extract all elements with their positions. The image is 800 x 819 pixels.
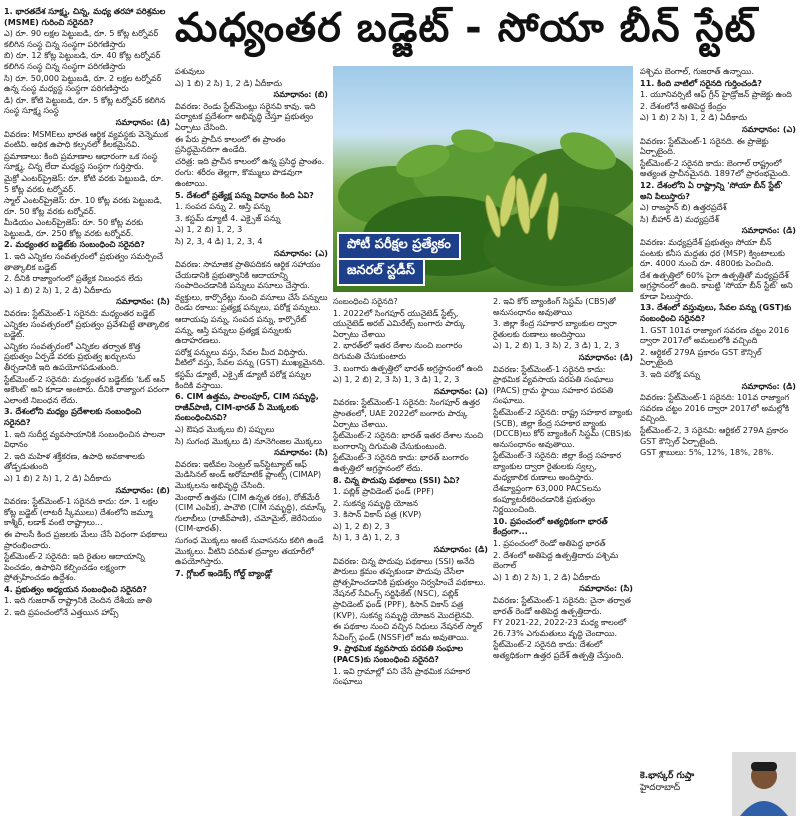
- question-text: 2. మధ్యంతర బడ్జెట్‌కు సంబంధించి సరైనది?: [4, 239, 145, 250]
- answer-text: సమాధానం: (ఎ): [741, 123, 796, 134]
- paragraph-text: ఎ) 1, 2 బి) 1, 2, 3: [175, 224, 243, 235]
- paragraph-text: 1. GST 101వ రాజ్యాంగ సవరణ చట్టం 2016 ద్వారా 2017లో అమలులోకి వచ్చింది: [640, 324, 790, 346]
- author-place: హైదరాబాద్: [640, 783, 681, 793]
- column-2b: [333, 296, 488, 816]
- answer-text: సమాధానం: (డి): [741, 380, 796, 391]
- paragraph-text: వ్యక్తులు, కార్పొరేట్లు నుంచి వసూలు చేసే పన్నులు రెండు రకాలు: ప్రత్యక్ష పన్నులు, పరోక్ష పన్నులు.: [175, 291, 328, 313]
- question-text: 12. దేశంలోని ఏ రాష్ట్రాన్ని 'సోయా బీన్ స్టేట్' అని పిలుస్తారు?: [640, 179, 783, 201]
- paragraph-text: స్టేట్‌మెంట్-3 సరైనది: జిల్లా కేంద్ర సహకార బ్యాంకుల ద్వారా రైతులకు స్వల్ప, మధ్యకాలిక రుణాలు అందిస్తారు.: [493, 450, 622, 482]
- answer-text: సమాధానం: (సి): [579, 583, 633, 594]
- avatar: [732, 752, 796, 816]
- paragraph-text: 2. ఇది ప్రపంచంలోనే ఎత్తయిన హాప్స్: [4, 607, 119, 618]
- answer-text: సమాధానం: (డి): [578, 351, 633, 362]
- paragraph-text: పరోక్ష పన్నులు వస్తు, సేవల మీద విధిస్తారు. వీటిలో వస్తు, సేవల పన్ను (GST) ముఖ్యమైనది.: [175, 346, 326, 368]
- paragraph-text: మెంథాల్ ఉత్తమ (CIM ఉన్నత రకం), రోజ్‌మేరీ (CIM ఎంపిక), పాచౌలి (CIM సమృద్ధి), దమాస్క్ గులాబీలు (రాజీవ్‌పాణి), చమోమైల్, జెరేనియం (CIM-భారత్).: [175, 491, 327, 534]
- paragraph-text: ఎ) 1 బి) 2 సి) 1, 2 డి) ఏదీకాదు: [493, 571, 601, 582]
- paragraph-text: సి) 2, 3, 4 డి) 1, 2, 3, 4: [175, 235, 263, 246]
- answer-text: సమాధానం: (డి): [115, 116, 170, 127]
- paragraph-text: వివరణ: స్టేట్‌మెంట్-1 సరైనది కాదు: ప్రాథమిక వ్యవసాయ పరపతి సంఘాలు (PACS) గ్రామ స్థాయి సహకార పరపతి సంఘాలు.: [493, 363, 614, 406]
- paragraph-text: డి) రూ. కోటి పెట్టుబడి, రూ. 5 కోట్ల టర్నోవర్ కలిగిన సంస్థ సూక్ష్మ సంస్థ: [4, 94, 166, 116]
- paragraph-text: ఆదాయపు పన్ను, సంపద పన్ను, కార్పొరేట్ పన్ను, ఆస్తి పన్నులు ప్రత్యక్ష పన్నులకు ఉదాహరణలు.: [175, 314, 307, 346]
- paragraph-text: 2. దేశంలో అతిపెద్ద ఉత్పత్తిదారు పశ్చిమ బెంగాల్: [493, 549, 619, 571]
- paragraph-text: స్టేట్‌మెంట్-2 సరైనది: ఇది రైతుల ఆదాయాన్ని పెంచడం, ఉపాధిని కల్పించడం లక్ష్యంగా ప్రోత్సహించడం ఉద్దేశం.: [4, 551, 145, 583]
- question-text: 1. భారతదేశ సూక్ష్మ, చిన్న, మధ్య తరహా పరిశ్రమల (MSME) గురించి సరైనది?: [4, 6, 166, 27]
- paragraph-text: 2. దేశంలోనే అతిపెద్ద కేంద్రం: [640, 100, 727, 111]
- paragraph-text: 1. సంపద పన్ను 2. ఆస్తి పన్ను: [175, 201, 271, 212]
- paragraph-text: స్మాల్ ఎంటర్‌ప్రైజెస్: రూ. 10 కోట్ల వరకు పెట్టుబడి, రూ. 50 కోట్ల వరకు టర్నోవర్.: [4, 195, 163, 216]
- paragraph-text: 3. కస్టమ్ డ్యూటీ 4. ఎక్సైజ్ పన్ను: [175, 212, 281, 223]
- paragraph-text: ఎ) 1, 2 బి) 2, 3 సి) 1, 3 డి) 1, 2, 3: [333, 374, 460, 385]
- paragraph-text: వివరణ: MSMEలు భారత ఆర్థిక వ్యవస్థకు వెన్నెముక వంటివి. అధిక ఉపాధి కల్పనలో కీలకమైనవి.: [4, 128, 169, 150]
- paragraph-text: ఎ) రాజస్థాన్ బి) ఉత్తరప్రదేశ్: [640, 202, 727, 213]
- answer-text: సమాధానం: (ఎ): [273, 247, 328, 258]
- paragraph-text: మీడియం ఎంటర్‌ప్రైజెస్: రూ. 50 కోట్ల వరకు పెట్టుబడి, రూ. 250 కోట్ల వరకు టర్నోవర్.: [4, 217, 144, 238]
- paragraph-text: ఎ) రూ. 90 లక్షల పెట్టుబడి, రూ. 5 కోట్ల టర్నోవర్ కలిగిన సంస్థ చిన్న సంస్థగా పరిగణిస్తారు: [4, 28, 159, 49]
- paragraph-text: వివరణ: మధ్యప్రదేశ్ ప్రభుత్వం సోయా బీన్ పంటకు కనీస మద్దతు ధర (MSP) క్వింటాలుకు రూ. 4000 నుంచి రూ. 4800కు పెంచింది.: [640, 236, 785, 269]
- question-text: 3. దేశంలోని మధ్యం ప్రదేశాలకు సంబంధించి సరైనది?: [4, 406, 142, 427]
- question-text: 4. ప్రభుత్వం అధ్యయన సంబంధించి సరైనది?: [4, 583, 147, 594]
- paragraph-text: 3. జిల్లా కేంద్ర సహకార బ్యాంకుల ద్వారా రైతులకు రుణాలు అందిస్తాయి: [493, 318, 617, 339]
- answer-text: సమాధానం: (సి): [274, 447, 328, 458]
- paragraph-text: ఎ) ఔషధ మొక్కలు బి) పప్పులు: [175, 424, 275, 434]
- paragraph-text: 3. కిసాన్ వికాస్ పత్ర (KVP): [333, 509, 422, 520]
- paragraph-text: సంబంధించి సరైనది?: [333, 296, 398, 306]
- paragraph-text: స్టేట్‌మెంట్-2 సరైనది: రాష్ట్ర సహకార బ్యాంకు (SCB), జిల్లా కేంద్ర సహకార బ్యాంకు (DCCB)లు కోర్ బ్యాంకింగ్ సిస్టమ్ (CBS)కు అనుసంధానం అవుతాయి.: [493, 406, 633, 449]
- paragraph-text: వివరణ: స్టేట్‌మెంట్-1 సరైనది కాదు: రూ. 1 లక్షల కోట్ల బడ్జెట్ (లాటరీ స్కీములు) దేశంలోని జమ్మూ కాశ్మీర్, లడాక్ వంటి రాష్ట్రాలు...: [4, 496, 158, 528]
- paragraph-text: వివరణ: స్టేట్‌మెంట్-1 సరైనది: మధ్యంతర బడ్జెట్ ఎన్నికల సంవత్సరంలో ప్రభుత్వం ప్రవేశపెట్టే తాత్కాలిక బడ్జెట్.: [4, 308, 170, 340]
- paragraph-text: FY 2021-22, 2022-23 మధ్య కాలంలో 26.73% ఎగుమతులు వృద్ధి చెందాయి.: [493, 617, 627, 638]
- paragraph-text: ఎ) 1 బి) 2 సి) 1, 2 డి) ఏదీకాదు: [4, 284, 112, 295]
- question-text: 5. దేశంలో ప్రత్యేక్ష పన్ను విధానం కింది ఏవి?: [175, 189, 314, 200]
- paragraph-text: వివరణ: రెండు స్టేట్‌మెంట్లు సరైనవి కావు. ఇది పర్యాటక ప్రదేశంగా అభివృద్ధి చేస్తూ ప్రభుత్వం ఏర్పాటు చేసింది.: [175, 100, 316, 132]
- paragraph-text: 2. దీనికి రాజ్యాంగంలో ప్రత్యేక నిబంధన లేదు: [4, 273, 143, 284]
- paragraph-text: వివరణ: స్టేట్‌మెంట్-1 సరైనది: సింగపూర్ ఉత్తర ప్రాంతంలో, UAE 2022లో బంగారు పార్కు ఏర్పాటు చేశాయి.: [333, 397, 480, 429]
- paragraph-text: ఎన్నికల సంవత్సరంలో ఎన్నికల తర్వాత కొత్త ప్రభుత్వం ఏర్పడే వరకు ప్రభుత్వ ఖర్చులను తీర్చడానికి ఇది ఉపయోగపడుతుంది.: [4, 340, 141, 372]
- paragraph-text: దేశవ్యాప్తంగా 63,000 PACSలను కంప్యూటరీకరించడానికి ప్రభుత్వం నిర్ణయించింది.: [493, 483, 601, 515]
- paragraph-text: ఎ) 1, 2 బి) 2, 3: [333, 520, 390, 531]
- author-credit: [640, 770, 730, 794]
- question-text: 9. ప్రాథమిక వ్యవసాయ పరపతి సంఘాల (PACS)కు సంబంధించి సరైనది?: [333, 643, 464, 664]
- paragraph-text: 2. భారత్‌లో ఇతర దేశాల నుంచి బంగారం దిగుమతి చేసుకుంటారు: [333, 340, 463, 361]
- competitive-exam-special-tag: పోటీ పరీక్షల ప్రత్యేకం: [337, 232, 461, 260]
- paragraph-text: రంగు: శరీరం తెల్లగా, కొమ్ములు పొడవుగా ఉంటాయి.: [175, 167, 303, 188]
- author-name: కె.భాస్కర్ గుప్తా: [640, 771, 695, 781]
- page-title: మధ్యంతర బడ్జెట్ - సోయా బీన్ స్టేట్: [175, 5, 757, 51]
- question-text: 10. ప్రపంచంలో అత్యధికంగా భారత్ కేంద్రంగా...: [493, 515, 608, 537]
- question-text: 6. CIM ఉత్తమ, పాలంపూర్, CIM సమృద్ధి, రాజీవ్‌పాణి, CIM-భారత్ వీ మొక్కలకు సంబంధించినవి?: [175, 391, 319, 423]
- paragraph-text: వివరణ: సామాజిక ప్రాతిపదికన ఆర్థిక సహాయం చేయడానికి ప్రభుత్వానికి ఆదాయాన్ని సంపాదించడానికి పన్నులు వసూలు చేస్తారు.: [175, 259, 321, 291]
- answer-text: సమాధానం: (ఎ): [433, 385, 488, 396]
- paragraph-text: ఈ పాలసీ కింద ప్రజలకు మేలు చేసే విధంగా పథకాలు ప్రారంభించారు.: [4, 528, 168, 550]
- paragraph-text: స్టేట్‌మెంట్-2 సరైనది: భారత్ ఇతర దేశాల నుంచి బంగారాన్ని దిగుమతి చేసుకుంటుంది.: [333, 430, 484, 451]
- paragraph-text: 1. పబ్లిక్ ప్రావిడెంట్ ఫండ్ (PPF): [333, 486, 434, 497]
- question-text: 13. దేశంలో వస్తువులు, సేవల పన్ను (GST)కు సంబంధించి సరైనది?: [640, 302, 792, 324]
- paragraph-text: పశ్చిమ బెంగాల్, గుజరాత్ ఉన్నాయి.: [640, 66, 754, 76]
- paragraph-text: ఈ పథకాల నుంచి వచ్చిన నిధులు నేషనల్ స్మాల్ సేవింగ్స్ ఫండ్ (NSSF)లో జమ అవుతాయి.: [333, 621, 483, 642]
- general-studies-tag: జనరల్ స్టడీస్: [337, 258, 425, 286]
- paragraph-text: ప్రమాణాలు: కింది ప్రమాణాల ఆధారంగా ఒక సంస్థ సూక్ష్మ, చిన్న లేదా మధ్యస్థ సంస్థగా గుర్తిస్తారు.: [4, 150, 158, 172]
- paragraph-text: 1. 2022లో సింగపూర్ యునైటెడ్ స్టేట్స్, యునైటెడ్ అరబ్ ఎమిరేట్స్ బంగారు పార్కు ఏర్పాటు చేశాయి: [333, 307, 466, 339]
- paragraph-text: 1. ప్రపంచంలో రెండో అతిపెద్ద భారత్: [493, 538, 606, 549]
- paragraph-text: 2. ఆర్టికల్ 279A ప్రకారం GST కౌన్సిల్ ఏర్పాటైంది: [640, 346, 762, 368]
- paragraph-text: వివరణ: స్టేట్‌మెంట్-1 సరైనది: చైనా తర్వాత భారత్ రెండో అతిపెద్ద ఉత్పత్తిదారు.: [493, 595, 631, 616]
- paragraph-text: 2. ఇవి కోర్ బ్యాంకింగ్ సిస్టమ్ (CBS)తో అనుసంధానం అవుతాయి: [493, 296, 616, 317]
- column-4: [640, 66, 796, 746]
- paragraph-text: 2. సుకన్య సమృద్ధి యోజన: [333, 497, 418, 508]
- paragraph-text: చరిత్ర: ఇది ప్రాచీన కాలంలో ఉన్న ప్రసిద్ధ ప్రాంతం.: [175, 155, 325, 166]
- paragraph-text: స్టేట్‌మెంట్-2 సరైనది కాదు: బెంగాల్ రాష్ట్రంలో అత్యంత ప్రాచీనమైనది. 1897లో ప్రారంభమైంది.: [640, 157, 791, 179]
- answer-text: సమాధానం: (డి): [741, 225, 796, 236]
- paragraph-text: స్టేట్‌మెంట్-2 సరైనది: మధ్యంతర బడ్జెట్‌కు 'ఓట్ ఆన్ అకౌంట్' అని కూడా అంటారు. దీనికి రాజ్యాంగ పరంగా ఎలాంటి నిబంధన లేదు.: [4, 373, 170, 405]
- paragraph-text: బి) రూ. 12 కోట్ల పెట్టుబడి, రూ. 40 కోట్ల టర్నోవర్ కలిగిన సంస్థ చిన్న సంస్థగా పరిగణిస్తారు: [4, 50, 161, 71]
- paragraph-text: 1. ఇది సుదీర్ఘ వ్యవసాయానికి సంబంధించిన పాలనా విధానం: [4, 428, 166, 450]
- paragraph-text: 2. ఇది మహిళ శక్తీకరణ, ఉపాధి అవకాశాలకు తోడ్పడుతుంది: [4, 450, 145, 472]
- paragraph-text: GST శ్లాబులు: 5%, 12%, 18%, 28%.: [640, 447, 774, 458]
- paragraph-text: సి) 1, 3 డి) 1, 2, 3: [333, 532, 400, 543]
- question-text: 8. చిన్న పొదుపు పథకాలు (SSI) ఏవి?: [333, 474, 460, 485]
- paragraph-text: మైక్రో ఎంటర్‌ప్రైజెస్: రూ. కోటి వరకు పెట్టుబడి, రూ. 5 కోట్ల వరకు టర్నోవర్.: [4, 172, 164, 194]
- paragraph-text: వివరణ: స్టేట్‌మెంట్-1 సరైనది. ఈ ప్రాజెక్టు ఏర్పాటైంది.: [640, 135, 769, 157]
- paragraph-text: ఎ) 1 బి) 2 సి) 1, 2 డి) ఏదీకాదు: [4, 472, 112, 483]
- paragraph-text: దేశ ఉత్పత్తిలో 60% పైగా ఉత్పత్తితో మధ్యప్రదేశ్ అగ్రస్థానంలో ఉంది. కాబట్టి 'సోయా బీన్ స్టేట్' అని కూడా పిలుస్తారు.: [640, 269, 793, 301]
- paragraph-text: ఎ) 1, 2 బి) 1, 3 సి) 2, 3 డి) 1, 2, 3: [493, 340, 620, 351]
- paragraph-text: వివరణ: స్టేట్‌మెంట్-1 సరైనది: 101వ రాజ్యాంగ సవరణ చట్టం 2016 ద్వారా 2017లో అమల్లోకి వచ్చింది.: [640, 392, 790, 424]
- paragraph-text: 1. ఇవి గ్రామాల్లో పని చేసే ప్రాథమిక సహకార సంఘాలు: [333, 665, 471, 687]
- column-2a: [175, 66, 328, 816]
- question-text: 11. కింది వాటిలో సరైనది గుర్తించండి?: [640, 77, 762, 88]
- paragraph-text: ఎ) 1 బి) 2 సి) 1, 2 డి) ఏదీకాదు: [640, 112, 748, 123]
- paragraph-text: 1. ఇది ఎన్నికల సంవత్సరంలో ప్రభుత్వం సమర్పించే తాత్కాలిక బడ్జెట్: [4, 251, 163, 272]
- paragraph-text: సి) రూ. 50,000 పెట్టుబడి, రూ. 2 లక్షల టర్నోవర్ ఉన్న సంస్థ మధ్యస్థ సంస్థగా పరిగణిస్తారు: [4, 72, 162, 94]
- paragraph-text: స్టేట్‌మెంట్-2 సరైనది కాదు: దేశంలో అత్యధికంగా ఉత్తర ప్రదేశ్ ఉత్పత్తి చేస్తుంది.: [493, 639, 624, 660]
- paragraph-text: 1. యూనివర్సిటీ ఆఫ్ గ్రీన్ హైడ్రోజన్ ప్రాజెక్టు ఉంది: [640, 89, 792, 100]
- column-1: [4, 6, 170, 816]
- paragraph-text: వివరణ: చిన్న పొదుపు పథకాలు (SSI) అనేది పౌరులు క్రమం తప్పకుండా పొదుపు చేసేలా ప్రోత్సహించడానికి ప్రభుత్వం నిర్వహించే పథకాలు.: [333, 555, 486, 587]
- paragraph-text: 3. ఇది పరోక్ష పన్ను: [640, 369, 700, 380]
- paragraph-text: స్టేట్‌మెంట్-2, 3 సరైనవి: ఆర్టికల్ 279A ప్రకారం GST కౌన్సిల్ ఏర్పాటైంది.: [640, 425, 789, 446]
- answer-text: సమాధానం: (డి): [433, 544, 488, 555]
- paragraph-text: నేషనల్ సేవింగ్స్ సర్టిఫికేట్ (NSC), పబ్లిక్ ప్రావిడెంట్ ఫండ్ (PPF), కిసాన్ వికాస్ పత్ర (KVP), సుకన్య సమృద్ధి యోజన మొదలైనవి.: [333, 588, 475, 620]
- paragraph-text: 3. బంగారు ఉత్పత్తిలో భారత్ అగ్రస్థానంలో ఉంది: [333, 362, 483, 373]
- paragraph-text: ఎ) 1 బి) 2 సి) 1, 2 డి) ఏదీకాదు: [175, 77, 283, 88]
- paragraph-text: కస్టమ్ డ్యూటీ, ఎక్సైజ్ డ్యూటీ పరోక్ష పన్నుల కిందికి వస్తాయి.: [175, 369, 312, 390]
- paragraph-text: 1. ఇది గుజరాత్ రాష్ట్రానికి చెందిన దేశీయ జాతి: [4, 595, 152, 606]
- answer-text: సమాధానం: (బి): [273, 89, 328, 100]
- paragraph-text: సి) బీహార్ డి) మధ్యప్రదేశ్: [640, 213, 719, 224]
- question-text: 7. గ్లోబల్ ఇండెక్స్ గోల్డ్ బ్యాండ్లో: [175, 567, 273, 578]
- paragraph-text: సుగంధ మొక్కలు అంటే సువాసనను కలిగి ఉండే మొక్కలు. వీటిని పరిమళ ద్రవ్యాల తయారీలో ఉపయోగిస్తారు.: [175, 534, 324, 567]
- paragraph-text: వివరణ: ఇటీవల సెంట్రల్ ఇన్‌స్టిట్యూట్ ఆఫ్ మెడిసినల్ అండ్ అరోమాటిక్ ప్లాంట్స్ (CIMAP) మొక్కలను అభివృద్ధి చేసింది.: [175, 458, 322, 490]
- answer-text: సమాధానం: (బి): [115, 484, 170, 495]
- author-photo-icon: [732, 752, 796, 816]
- answer-text: సమాధానం: (సి): [116, 296, 170, 307]
- column-3: [493, 296, 633, 816]
- paragraph-text: సి) సుగంధ మొక్కలు డి) నూనెగింజల మొక్కలు: [175, 435, 322, 446]
- paragraph-text: స్టేట్‌మెంట్-3 సరైనది కాదు: భారత్ బంగారం ఉత్పత్తిలో అగ్రస్థానంలో లేదు.: [333, 452, 469, 473]
- paragraph-text: ఈ పేరు ప్రాచీన కాలంలో ఈ ప్రాంతం ప్రసిద్ధమైనదిగా ఉండేది.: [175, 133, 286, 155]
- paragraph-text: పశువులు: [175, 66, 205, 76]
